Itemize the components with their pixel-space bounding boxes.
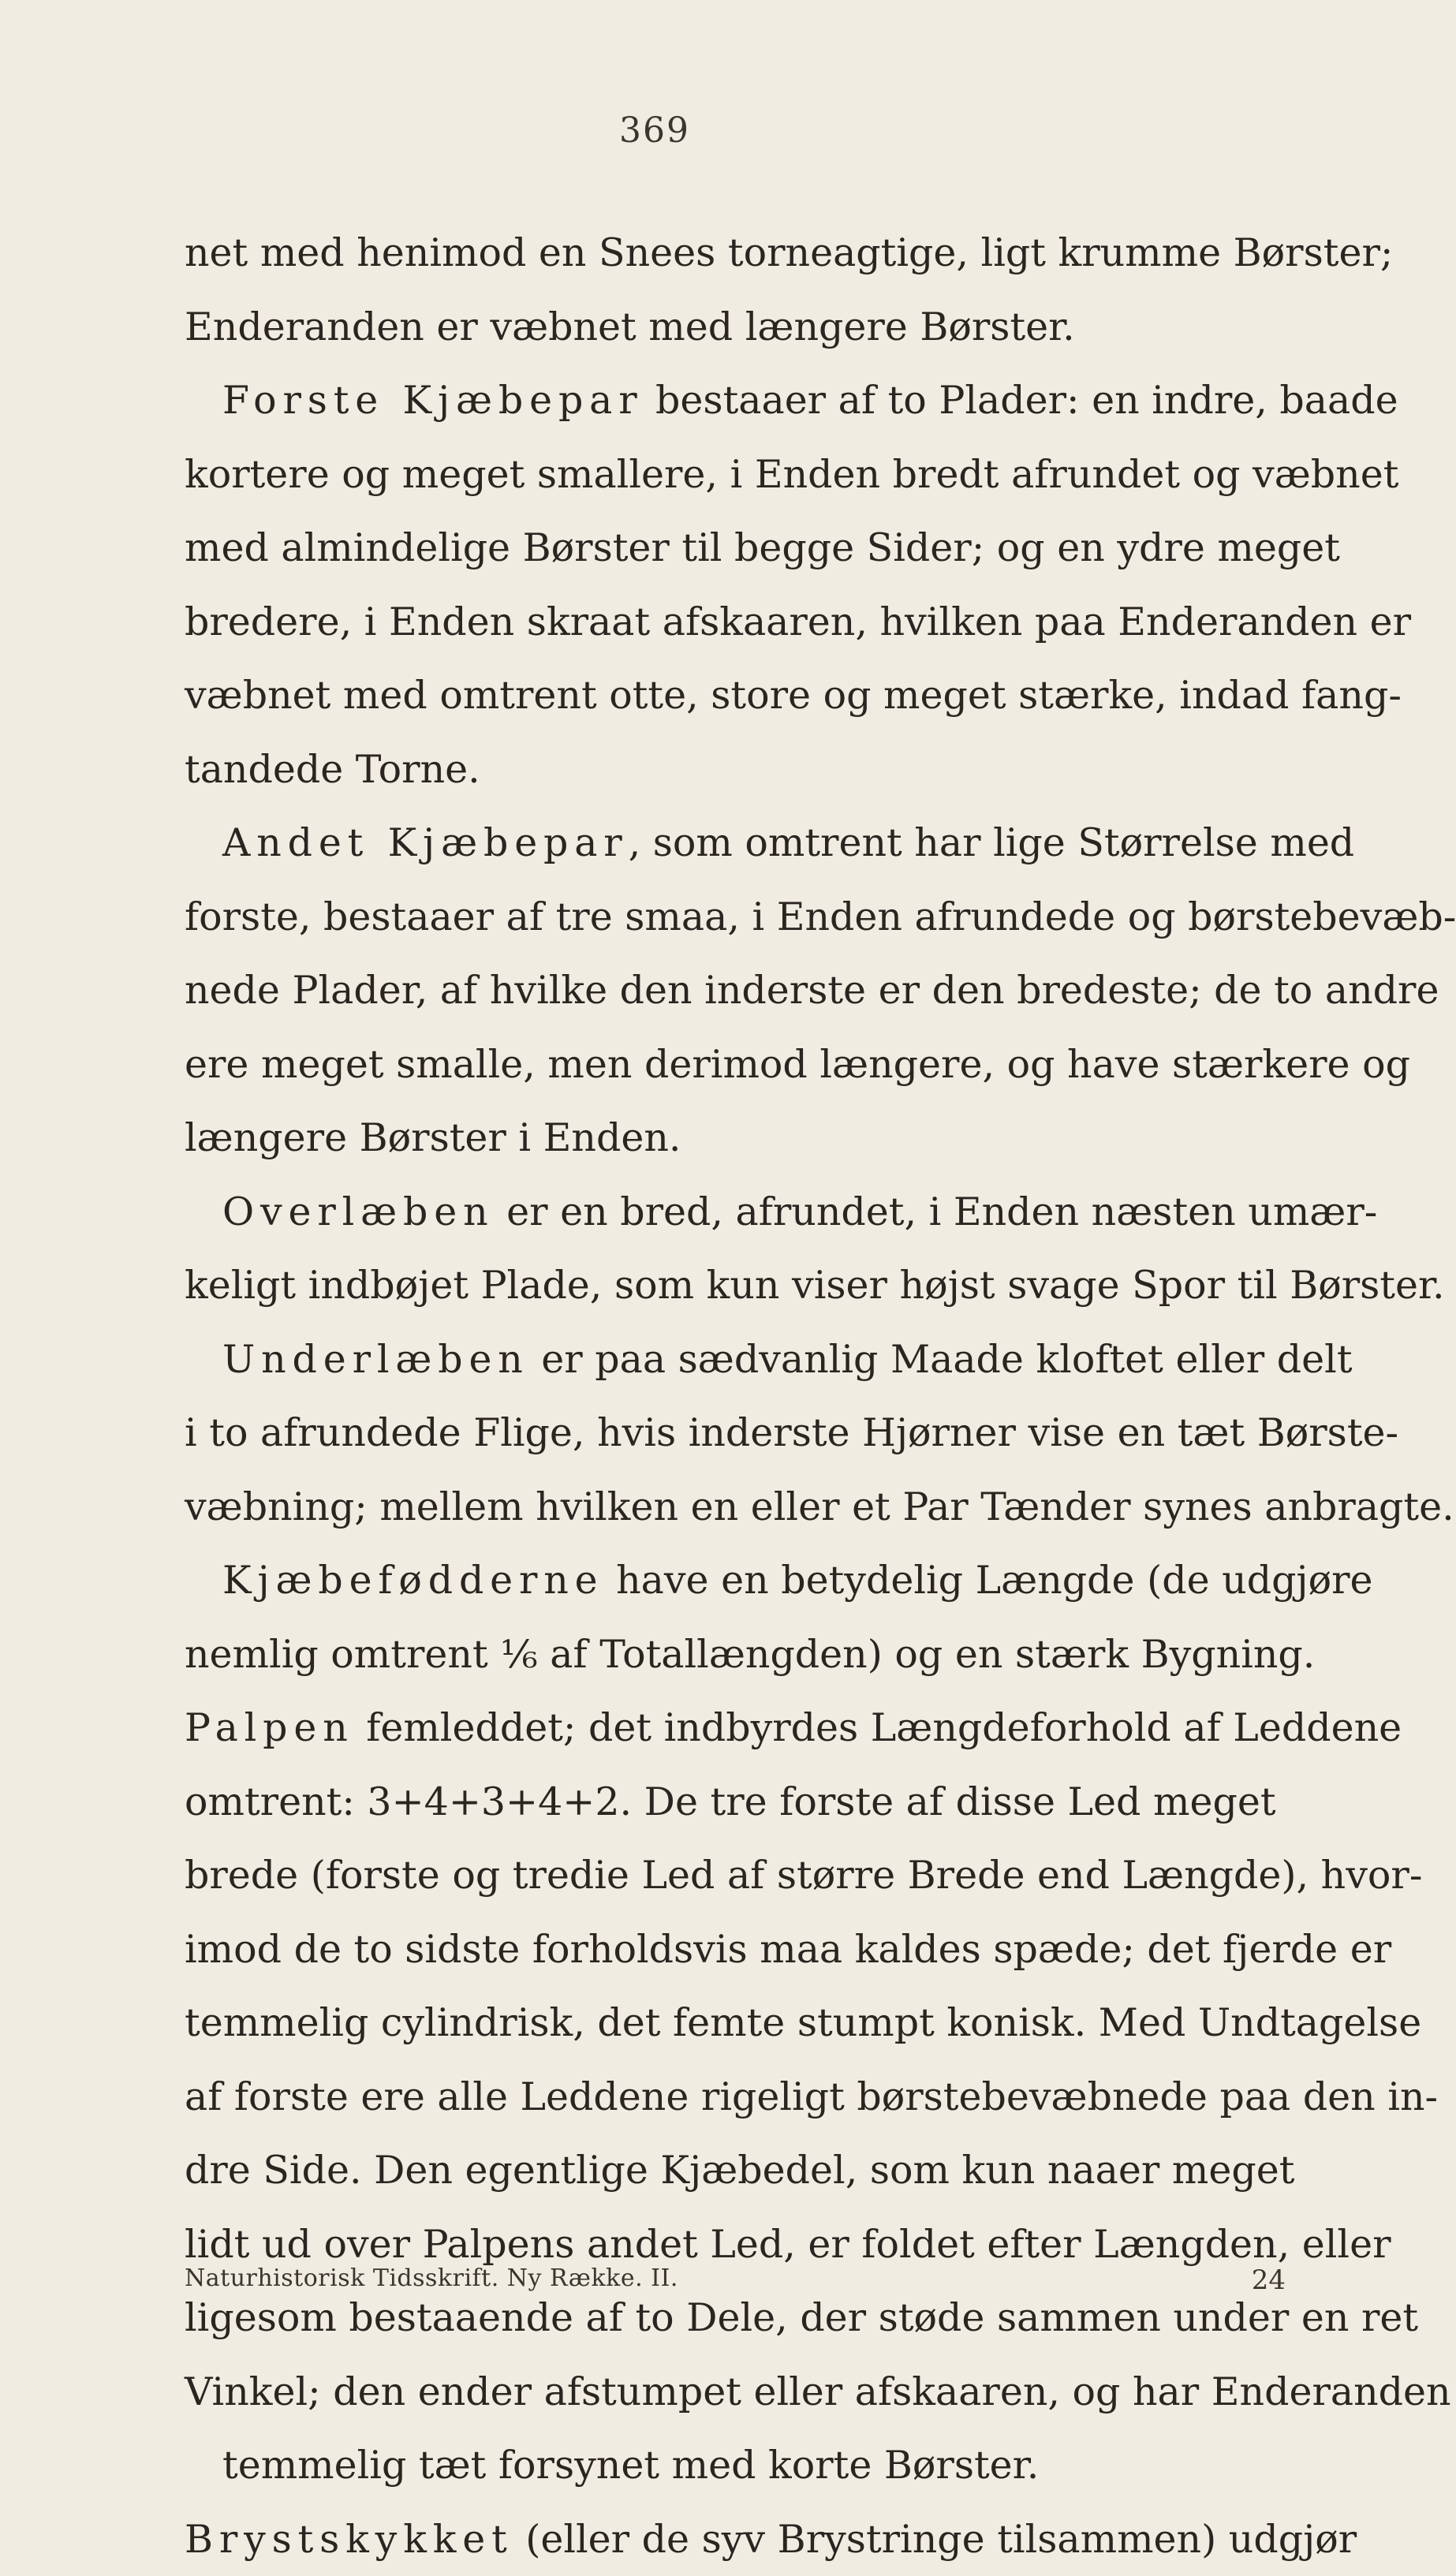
line-text: med almindelige Børster til begge Sider; og en ydre meget xyxy=(185,525,1340,570)
line-text: bredere, i Enden skraat afskaaren, hvilken paa Enderanden er xyxy=(185,599,1411,644)
line-text: temmelig tæt forsynet med korte Børster. xyxy=(222,2443,1039,2488)
text-line xyxy=(185,2355,1292,2429)
line-text: tandede Torne. xyxy=(185,747,480,792)
section-lead: Andet Kjæbepar xyxy=(222,820,629,865)
text-line xyxy=(185,2503,1292,2576)
text-line xyxy=(185,1470,1292,1544)
text-line xyxy=(185,1323,1292,1397)
text-line xyxy=(185,2429,1292,2503)
line-text: nede Plader, af hvilke den inderste er den bredeste; de to andre xyxy=(185,968,1439,1013)
section-lead: Kjæbefødderne xyxy=(222,1558,604,1603)
text-line xyxy=(185,954,1292,1028)
text-line xyxy=(185,1544,1292,1618)
page-number: 369 xyxy=(0,110,1309,151)
text-line xyxy=(185,290,1292,364)
section-lead: Palpen xyxy=(185,1705,354,1750)
line-text: ligesom bestaaende af to Dele, der støde sammen under en ret xyxy=(185,2295,1418,2340)
line-text: Vinkel; den ender afstumpet eller afskaaren, og har Enderanden xyxy=(185,2369,1451,2414)
line-text: forste, bestaaer af tre smaa, i Enden afrundede og børstebevæb- xyxy=(185,894,1456,939)
text-line xyxy=(185,2134,1292,2208)
line-text: keligt indbøjet Plade, som kun viser højst svage Spor til Børster. xyxy=(185,1263,1445,1308)
text-line xyxy=(185,1101,1292,1175)
text-line xyxy=(185,880,1292,954)
text-line xyxy=(185,1249,1292,1323)
line-text: nemlig omtrent ⅙ af Totallængden) og en stærk Bygning. xyxy=(185,1632,1315,1677)
text-line xyxy=(185,1913,1292,1987)
line-text: Enderanden er væbnet med længere Børster. xyxy=(185,304,1075,349)
line-text: (eller de syv Brystringe tilsammen) udgjør xyxy=(513,2517,1357,2562)
line-text: er paa sædvanlig Maade kloftet eller delt xyxy=(529,1337,1353,1382)
line-text: i to afrundede Flige, hvis inderste Hjørner vise en tæt Børste- xyxy=(185,1410,1398,1455)
line-text: lidt ud over Palpens andet Led, er foldet efter Længden, eller xyxy=(185,2222,1391,2267)
text-line xyxy=(185,2060,1292,2134)
line-text: omtrent: 3+4+3+4+2. De tre forste af disse Led meget xyxy=(185,1779,1276,1824)
text-line xyxy=(185,1028,1292,1102)
line-text: dre Side. Den egentlige Kjæbedel, som kun naaer meget xyxy=(185,2148,1294,2193)
line-text: imod de to sidste forholdsvis maa kaldes spæde; det fjerde er xyxy=(185,1927,1391,1972)
text-line xyxy=(185,1986,1292,2060)
journal-signature: Naturhistorisk Tidsskrift. Ny Række. II. xyxy=(185,2264,678,2292)
line-text: temmelig cylindrisk, det femte stumpt konisk. Med Undtagelse xyxy=(185,2000,1421,2045)
text-line xyxy=(185,659,1292,733)
line-text: , som omtrent har lige Størrelse med xyxy=(629,820,1355,865)
line-text: femleddet; det indbyrdes Længdeforhold af Leddene xyxy=(354,1705,1402,1750)
line-text: længere Børster i Enden. xyxy=(185,1115,681,1160)
line-text: have en betydelig Længde (de udgjøre xyxy=(604,1558,1373,1603)
line-text: kortere og meget smallere, i Enden bredt afrundet og væbnet xyxy=(185,452,1398,497)
text-line xyxy=(185,511,1292,585)
section-lead: Forste Kjæbepar xyxy=(222,378,643,423)
text-line xyxy=(185,1691,1292,1765)
section-lead: Overlæben xyxy=(222,1189,495,1234)
text-line xyxy=(185,1765,1292,1839)
line-text: af forste ere alle Leddene rigeligt børstebevæbnede paa den in- xyxy=(185,2074,1438,2119)
line-text: væbning; mellem hvilken en eller et Par Tænder synes anbragte. xyxy=(185,1484,1454,1529)
section-lead: Underlæben xyxy=(222,1337,529,1382)
text-line xyxy=(185,733,1292,807)
text-line xyxy=(185,364,1292,438)
text-line xyxy=(185,1396,1292,1470)
text-line xyxy=(185,438,1292,512)
text-line xyxy=(185,1175,1292,1249)
line-text: bestaaer af to Plader: en indre, baade xyxy=(643,378,1398,423)
text-line xyxy=(185,585,1292,659)
line-text: ere meget smalle, men derimod længere, og have stærkere og xyxy=(185,1042,1410,1087)
line-text: brede (forste og tredie Led af større Brede end Længde), hvor- xyxy=(185,1853,1422,1898)
text-line xyxy=(185,1839,1292,1913)
signature-number: 24 xyxy=(1252,2264,1286,2296)
body-text xyxy=(185,216,1292,2576)
section-lead: Brystskykket xyxy=(185,2517,513,2562)
text-line xyxy=(185,806,1292,880)
page-footer xyxy=(185,2264,1292,2304)
text-line xyxy=(185,216,1292,290)
text-line xyxy=(185,1618,1292,1692)
line-text: er en bred, afrundet, i Enden næsten umær- xyxy=(495,1189,1378,1234)
line-text: net med henimod en Snees torneagtige, ligt krumme Børster; xyxy=(185,230,1393,275)
line-text: væbnet med omtrent otte, store og meget stærke, indad fang- xyxy=(185,673,1402,718)
